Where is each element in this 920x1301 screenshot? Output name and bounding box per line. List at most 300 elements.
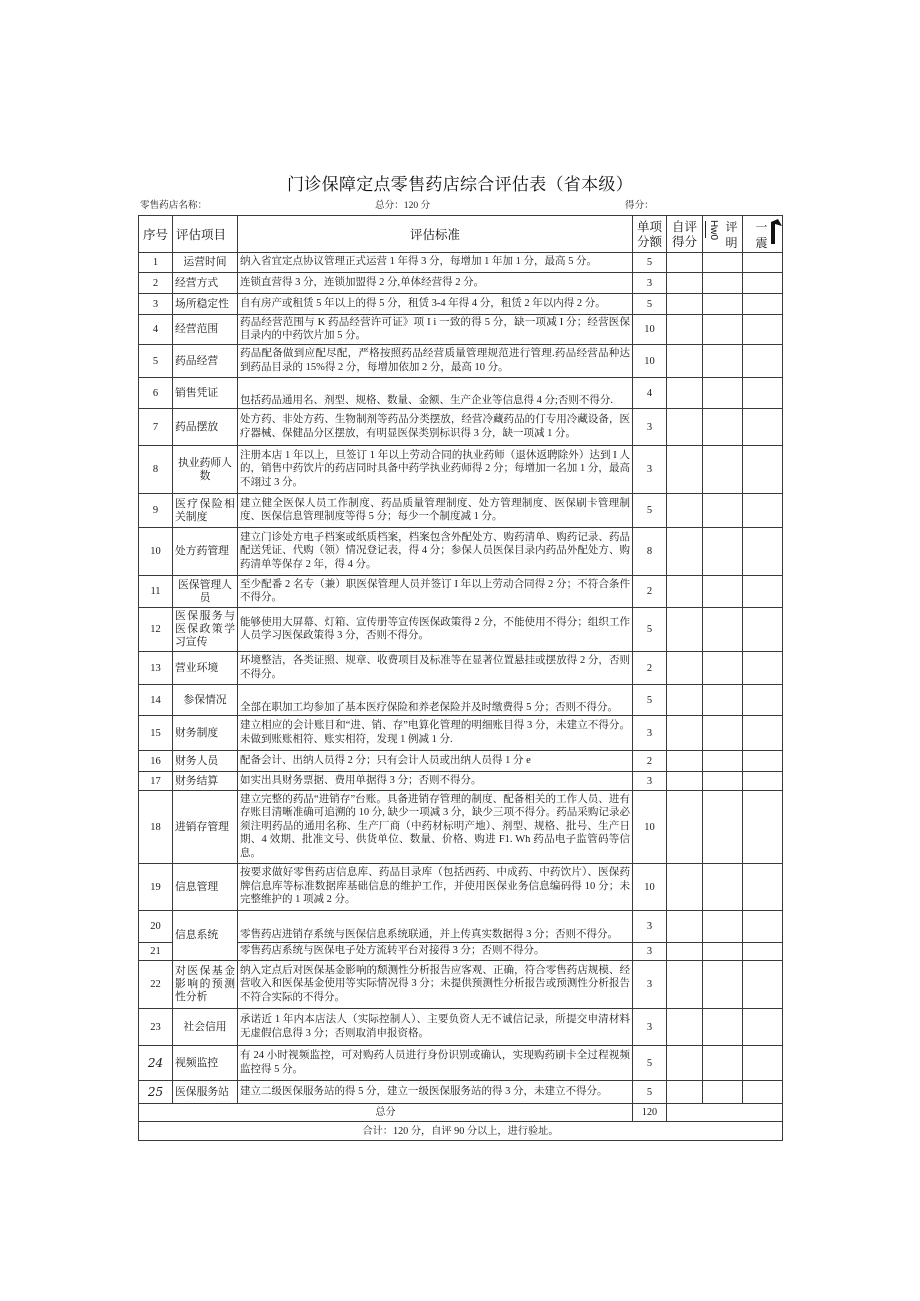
row-number: 17	[150, 775, 161, 787]
item-points: 8	[646, 546, 653, 557]
self-score-cell	[667, 1009, 703, 1046]
extra-column-cell	[743, 294, 783, 315]
table-row	[139, 253, 783, 273]
item-points-cell	[633, 576, 667, 608]
item-points-cell	[633, 1046, 667, 1081]
item-points: 3	[646, 421, 653, 433]
header-extra-label: 一震	[755, 219, 768, 250]
remark-cell	[703, 652, 743, 685]
self-score-cell	[667, 1046, 703, 1081]
extra-column-cell	[743, 528, 783, 576]
row-number: 4	[152, 324, 159, 335]
self-score-cell	[667, 253, 703, 273]
item-points-cell	[633, 1009, 667, 1046]
table-row	[139, 315, 783, 345]
evaluation-standard: 注册本店 1 年以上，旦签订 1 年以上劳动合同的执业药师（退休返聘除外）达到 I 人的，销售中药饮片的药店同时具备中药学执业药师得 2 分；每增加一名加 1 分，最高不翊过 3 分。	[240, 449, 630, 488]
extra-column-cell	[743, 409, 783, 446]
evaluation-item: 财务结算	[175, 774, 219, 787]
item-points: 3	[646, 727, 653, 739]
extra-column-cell	[743, 652, 783, 685]
table-row	[139, 608, 783, 652]
evaluation-item: 医保服务站	[175, 1085, 229, 1098]
self-score-cell	[667, 576, 703, 608]
summary-note: 合计：120 分，自评 90 分以上，进行验址。	[139, 1122, 783, 1141]
evaluation-standard-cell	[238, 446, 633, 494]
evaluation-standard: 自有房产或租赁 5 年以上的得 5 分，租赁 3-4 年得 4 分，租赁 2 年以内得 2 分。	[240, 297, 606, 309]
evaluation-item-cell	[173, 446, 238, 494]
item-points-cell	[633, 608, 667, 652]
extra-column-cell	[743, 1009, 783, 1046]
evaluation-standard: 包括药品通用名、剂型、规格、数量、金额、生产企业等信息得 4 分;否则不得分.	[240, 394, 614, 406]
remark-cell	[703, 961, 743, 1009]
evaluation-item-cell	[173, 716, 238, 751]
remark-cell	[703, 528, 743, 576]
row-number: 1	[152, 257, 159, 268]
item-points-cell	[633, 772, 667, 791]
evaluation-item: 进销存管理	[175, 820, 229, 833]
evaluation-standard-cell	[238, 378, 633, 409]
evaluation-item-cell	[173, 1081, 238, 1104]
item-points: 3	[646, 921, 653, 932]
self-score-cell	[667, 751, 703, 772]
item-points-cell	[633, 253, 667, 273]
evaluation-standard-cell	[238, 1081, 633, 1104]
table-body	[139, 253, 783, 1104]
remark-cell	[703, 294, 743, 315]
extra-column-cell	[743, 864, 783, 911]
self-score-cell	[667, 294, 703, 315]
item-points-cell	[633, 864, 667, 911]
row-number: 11	[150, 586, 161, 597]
item-points-cell	[633, 961, 667, 1009]
table-row	[139, 652, 783, 685]
item-points-cell	[633, 315, 667, 345]
extra-column-cell	[743, 315, 783, 345]
row-number: 5	[152, 355, 159, 367]
self-score-cell	[667, 1081, 703, 1104]
evaluation-item-cell	[173, 253, 238, 273]
rotated-header-text: Hw0	[708, 219, 719, 240]
header-self-score: 自评得分	[667, 216, 703, 253]
remark-cell	[703, 1046, 743, 1081]
evaluation-standard: 有 24 小时视频监控，可对购药人员进行身份识别或确认，实现购药刷卡全过程视频监控得 5 分。	[240, 1050, 630, 1075]
item-points: 10	[644, 355, 655, 367]
row-number-cell	[139, 294, 173, 315]
evaluation-standard-cell	[238, 961, 633, 1009]
item-points: 3	[646, 979, 653, 990]
evaluation-standard-cell	[238, 685, 633, 716]
item-points-cell	[633, 685, 667, 716]
total-value: 120	[633, 1104, 667, 1122]
self-score-cell	[667, 652, 703, 685]
remark-cell	[703, 716, 743, 751]
row-number-cell	[139, 1081, 173, 1104]
remark-cell	[703, 864, 743, 911]
evaluation-standard: 全部在职加工均参加了基本医疗保险和养老保险并及时缴费得 5 分；否则不得分。	[240, 701, 618, 713]
row-number-cell	[139, 253, 173, 273]
remark-cell	[703, 751, 743, 772]
item-points-cell	[633, 652, 667, 685]
evaluation-standard: 药品配备做到应配尽配，严格按照药品经营质量管理规范进行管理.药品经营品种达到药品目录的 15%得 2 分，每增加依加 2 分，最高 10 分。	[240, 348, 630, 373]
evaluation-item: 运营时间	[183, 256, 227, 268]
item-points-cell	[633, 345, 667, 378]
evaluation-item: 处方药管理	[175, 545, 229, 557]
item-points: 5	[646, 505, 653, 516]
row-number: 19	[150, 881, 161, 893]
evaluation-standard: 零售药店系统与医保电子处方流转平台对接得 3 分；否则不得分。	[240, 945, 545, 957]
evaluation-item-cell	[173, 772, 238, 791]
row-number: 12	[150, 624, 161, 635]
remark-cell	[703, 772, 743, 791]
row-number-cell	[139, 943, 173, 961]
evaluation-standard-cell	[238, 345, 633, 378]
row-number-cell	[139, 409, 173, 446]
self-score-cell	[667, 446, 703, 494]
item-points-cell	[633, 494, 667, 528]
evaluation-standard: 建立完整的药品“进销存”台账。具备进销存管理的制度、配备相关的工作人员、进有存账目清晰准确可追溯的 10 分, 缺少一项减 3 分，缺少三项不得分。药品采购记录必须注明药品的通用名称、生产厂商（中药材标明产地）、剂型、规格、批号、生产日期、4 效期、批准文号、供货单位、数量、价格、购进 F1. Wh 药品电子监管码等信息。	[240, 793, 630, 859]
evaluation-standard-cell	[238, 943, 633, 961]
evaluation-item: 财务人员	[175, 754, 219, 767]
extra-column-cell	[743, 961, 783, 1009]
table-row	[139, 409, 783, 446]
total-row	[139, 1104, 783, 1122]
evaluation-item-cell	[173, 345, 238, 378]
header-no: 序号	[139, 216, 173, 253]
header-item: 评估项目	[173, 216, 238, 253]
table-row	[139, 961, 783, 1009]
evaluation-standard-cell	[238, 315, 633, 345]
header-extra-box	[743, 217, 782, 252]
evaluation-item-cell	[173, 751, 238, 772]
evaluation-item: 经营范围	[175, 323, 219, 335]
evaluation-standard: 至少配番 2 名专（兼）职医保管理人员并签订 I 年以上劳动合同得 2 分；不符合条件不得分。	[240, 578, 630, 603]
evaluation-item: 视频监控	[175, 1056, 219, 1069]
evaluation-standard-cell	[238, 409, 633, 446]
evaluation-standard-cell	[238, 864, 633, 911]
item-points: 10	[644, 324, 655, 335]
table-row	[139, 273, 783, 294]
item-points-cell	[633, 1081, 667, 1104]
evaluation-standard: 纳入定点后对医保基金影响的颓测性分析报告应客观、正确，符合零售药店规模、经营收入和医保基金使用等实际情况得 3 分；未提供预测性分析报告或预测性分析报告不符合实际的不得分。	[240, 964, 630, 1003]
table-row	[139, 1081, 783, 1104]
row-number: 23	[150, 1021, 161, 1033]
remark-cell	[703, 911, 743, 943]
evaluation-standard: 处方药、非处方药、生物制剂等药品分类摆放，经营冷藏药品的仃专用冷藏设备，医疗器械、保健品分区摆放，有明显医保类别标识得 3 分，缺一项减 1 分。	[240, 414, 630, 439]
row-number-cell	[139, 911, 173, 943]
evaluation-standard: 按要求做好零售药店信息库、药品目录库（包括西药、中成药、中药饮片）、医保药牌信息库等标准数据库基础信息的维护工作，并使用医保业务信息编码得 10 分；未完整维护的 1 项减 2 分。	[240, 867, 630, 906]
evaluation-item: 财务制度	[175, 726, 219, 739]
remark-cell	[703, 409, 743, 446]
table-row	[139, 494, 783, 528]
evaluation-standard-cell	[238, 528, 633, 576]
remark-cell	[703, 943, 743, 961]
row-number: 8	[152, 464, 159, 475]
evaluation-standard: 承诺近 1 年内本店法人（实际控制人）、主要负资人无不诚信记录，所提交申清材料无虚假信息得 3 分；否则取消申报资格。	[240, 1014, 630, 1039]
header-remark-label: 评明	[725, 219, 738, 250]
item-points: 5	[646, 694, 653, 706]
row-number-cell	[139, 345, 173, 378]
evaluation-item: 对医保基金影响的预测性分析	[175, 965, 235, 1003]
table-row	[139, 791, 783, 864]
evaluation-item-cell	[173, 1046, 238, 1081]
evaluation-item-cell	[173, 378, 238, 409]
evaluation-standard: 连锁直营得 3 分，连锁加盟得 2 分,单体经营得 2 分。	[240, 276, 485, 288]
self-score-cell	[667, 345, 703, 378]
row-number-cell	[139, 528, 173, 576]
remark-cell	[703, 494, 743, 528]
row-number-cell	[139, 1009, 173, 1046]
row-number-cell	[139, 576, 173, 608]
evaluation-item-cell	[173, 409, 238, 446]
remark-cell	[703, 345, 743, 378]
evaluation-item-cell	[173, 961, 238, 1009]
total-points-label: 总分：120 分	[375, 200, 431, 211]
self-score-cell	[667, 961, 703, 1009]
item-points: 10	[644, 821, 655, 833]
item-points: 5	[646, 624, 653, 635]
row-number: 14	[150, 694, 161, 706]
row-number-cell	[139, 685, 173, 716]
table-row	[139, 446, 783, 494]
table-row	[139, 911, 783, 943]
row-number: 24	[147, 1056, 164, 1070]
row-number: 6	[152, 387, 159, 399]
evaluation-item: 医保管理人员	[178, 578, 232, 604]
row-number-cell	[139, 446, 173, 494]
remark-cell	[703, 1009, 743, 1046]
evaluation-table	[138, 215, 783, 1141]
summary-row	[139, 1122, 783, 1141]
self-score-cell	[667, 409, 703, 446]
remark-cell	[703, 446, 743, 494]
evaluation-item-cell	[173, 685, 238, 716]
evaluation-standard: 能够使用大屏幕、灯箱、宣传册等宣传医保政策得 2 分，不能使用不得分；组织工作人员学习医保政策得 3 分，否则不得分。	[240, 616, 630, 641]
extra-column-cell	[743, 1081, 783, 1104]
evaluation-standard: 配备会计、出纳人员得 2 分；只有会计人员或出纳人员得 1 分 e	[240, 754, 531, 766]
evaluation-standard: 纳入省宜定点协议管理正式运营 1 年得 3 分，每增加 1 年加 1 分，最高 5 分。	[240, 256, 597, 268]
total-blank-cell	[667, 1104, 783, 1122]
row-number-cell	[139, 1046, 173, 1081]
store-name-label: 零售药店名称：	[140, 200, 208, 211]
row-number-cell	[139, 378, 173, 409]
evaluation-item-cell	[173, 315, 238, 345]
self-score-cell	[667, 772, 703, 791]
table-row	[139, 685, 783, 716]
evaluation-item: 执业药师人数	[178, 456, 232, 482]
evaluation-standard-cell	[238, 1046, 633, 1081]
row-number-cell	[139, 772, 173, 791]
item-points: 5	[646, 1057, 653, 1069]
self-score-cell	[667, 716, 703, 751]
item-points: 10	[644, 881, 655, 893]
item-points: 5	[646, 298, 653, 310]
remark-cell	[703, 791, 743, 864]
table-row	[139, 294, 783, 315]
header-row	[139, 216, 783, 253]
evaluation-item: 信息系统	[175, 929, 219, 941]
evaluation-standard-cell	[238, 716, 633, 751]
row-number-cell	[139, 494, 173, 528]
row-number-cell	[139, 961, 173, 1009]
evaluation-item-cell	[173, 294, 238, 315]
remark-cell	[703, 685, 743, 716]
evaluation-standard: 建立相应的会计账目和“进、销、存”电算化管理的明细账目得 3 分，未建立不得分。未做到账账相符、账实相符，发现 1 例减 1 分.	[240, 720, 630, 745]
evaluation-item-cell	[173, 652, 238, 685]
row-number-cell	[139, 791, 173, 864]
item-points-cell	[633, 716, 667, 751]
item-points-cell	[633, 911, 667, 943]
evaluation-standard-cell	[238, 273, 633, 294]
item-points: 3	[646, 277, 653, 289]
evaluation-item-cell	[173, 528, 238, 576]
evaluation-item-cell	[173, 494, 238, 528]
table-header	[139, 216, 783, 253]
self-score-cell	[667, 315, 703, 345]
extra-column-cell	[743, 576, 783, 608]
evaluation-standard-cell	[238, 294, 633, 315]
self-score-cell	[667, 608, 703, 652]
evaluation-standard: 零售药店进销存系统与医保信息系统联通，并上传真实数据得 3 分；否则不得分。	[240, 928, 618, 940]
self-score-cell	[667, 943, 703, 961]
table-row	[139, 772, 783, 791]
row-number: 20	[150, 921, 161, 932]
row-number: 22	[150, 979, 161, 990]
row-number: 2	[152, 277, 159, 289]
evaluation-item: 药品摆放	[175, 420, 219, 433]
row-number: 21	[150, 946, 161, 957]
item-points: 2	[646, 755, 653, 767]
extra-column-cell	[743, 378, 783, 409]
extra-column-cell	[743, 911, 783, 943]
extra-column-cell	[743, 273, 783, 294]
row-number-cell	[139, 751, 173, 772]
remark-cell	[703, 253, 743, 273]
item-points: 5	[646, 1086, 653, 1098]
extra-column-cell	[743, 716, 783, 751]
table-row	[139, 864, 783, 911]
row-number: 10	[150, 546, 161, 557]
table-row	[139, 1046, 783, 1081]
item-points: 3	[646, 1021, 653, 1033]
extra-column-cell	[743, 494, 783, 528]
row-number: 3	[152, 298, 159, 310]
evaluation-item-cell	[173, 864, 238, 911]
item-points: 3	[646, 775, 653, 787]
extra-column-cell	[743, 791, 783, 864]
vertical-bar-mark	[705, 221, 706, 238]
header-remark-box	[703, 217, 742, 252]
corner-arrow-icon	[769, 219, 782, 245]
evaluation-item: 参保情况	[183, 693, 227, 706]
evaluation-standard-cell	[238, 608, 633, 652]
extra-column-cell	[743, 943, 783, 961]
row-number-cell	[139, 315, 173, 345]
evaluation-item: 营业环境	[175, 661, 219, 674]
row-number: 13	[150, 662, 161, 674]
evaluation-item: 医疗保险相关制度	[175, 497, 235, 523]
evaluation-item: 医保服务与医保政策学习宣传	[175, 610, 235, 648]
header-remark	[703, 216, 743, 253]
evaluation-item-cell	[173, 791, 238, 864]
evaluation-item: 经营方式	[175, 276, 219, 289]
evaluation-standard: 建立门诊处方电子档案或纸质档案，档案包含外配处方、购药清单、购药记录、药品配送凭证、代购（领）情况登记表，得 4 分；参保人员医保目录内药品外配处方、购药清单等保存 2 年，得 4 分。	[240, 531, 630, 570]
extra-column-cell	[743, 446, 783, 494]
item-points-cell	[633, 294, 667, 315]
evaluation-standard-cell	[238, 791, 633, 864]
self-score-cell	[667, 528, 703, 576]
row-number-cell	[139, 273, 173, 294]
header-standard: 评估标准	[238, 216, 633, 253]
item-points-cell	[633, 751, 667, 772]
row-number: 9	[152, 505, 159, 516]
evaluation-standard-cell	[238, 576, 633, 608]
self-score-cell	[667, 791, 703, 864]
item-points-cell	[633, 943, 667, 961]
table-row	[139, 751, 783, 772]
row-number: 15	[150, 727, 161, 739]
remark-cell	[703, 576, 743, 608]
evaluation-item: 信息管理	[175, 880, 219, 893]
remark-cell	[703, 273, 743, 294]
self-score-cell	[667, 273, 703, 294]
remark-cell	[703, 1081, 743, 1104]
evaluation-standard: 建立二级医保服务站的得 5 分，建立一级医保服务站的得 3 分，未建立不得分。	[240, 1085, 608, 1097]
remark-cell	[703, 608, 743, 652]
item-points-cell	[633, 528, 667, 576]
item-points-cell	[633, 446, 667, 494]
row-number: 18	[150, 821, 161, 833]
table-footer	[139, 1104, 783, 1141]
evaluation-item-cell	[173, 1009, 238, 1046]
item-points: 5	[646, 257, 653, 268]
evaluation-standard-cell	[238, 1009, 633, 1046]
extra-column-cell	[743, 772, 783, 791]
evaluation-item: 销售凭证	[175, 386, 219, 399]
item-points-cell	[633, 273, 667, 294]
self-score-cell	[667, 378, 703, 409]
evaluation-standard-cell	[238, 911, 633, 943]
item-points: 2	[646, 662, 653, 674]
score-label: 得分：	[625, 200, 654, 211]
item-points: 3	[646, 946, 653, 957]
row-number-cell	[139, 864, 173, 911]
header-points: 单项分额	[633, 216, 667, 253]
table-row	[139, 528, 783, 576]
table-row	[139, 576, 783, 608]
evaluation-item-cell	[173, 576, 238, 608]
row-number: 16	[150, 755, 161, 767]
evaluation-standard: 如实出具财务票据、费用单据得 3 分；否则不得分。	[240, 774, 482, 786]
remark-cell	[703, 378, 743, 409]
extra-column-cell	[743, 685, 783, 716]
extra-column-cell	[743, 1046, 783, 1081]
row-number-cell	[139, 608, 173, 652]
evaluation-standard-cell	[238, 772, 633, 791]
extra-column-cell	[743, 751, 783, 772]
evaluation-item: 社会信用	[183, 1020, 227, 1033]
row-number: 7	[152, 421, 159, 433]
item-points-cell	[633, 378, 667, 409]
item-points: 2	[646, 586, 653, 597]
evaluation-standard-cell	[238, 494, 633, 528]
evaluation-standard-cell	[238, 652, 633, 685]
evaluation-item-cell	[173, 911, 238, 961]
table-row	[139, 378, 783, 409]
item-points: 4	[646, 387, 653, 399]
table-row	[139, 345, 783, 378]
self-score-cell	[667, 864, 703, 911]
row-number: 25	[147, 1085, 164, 1099]
